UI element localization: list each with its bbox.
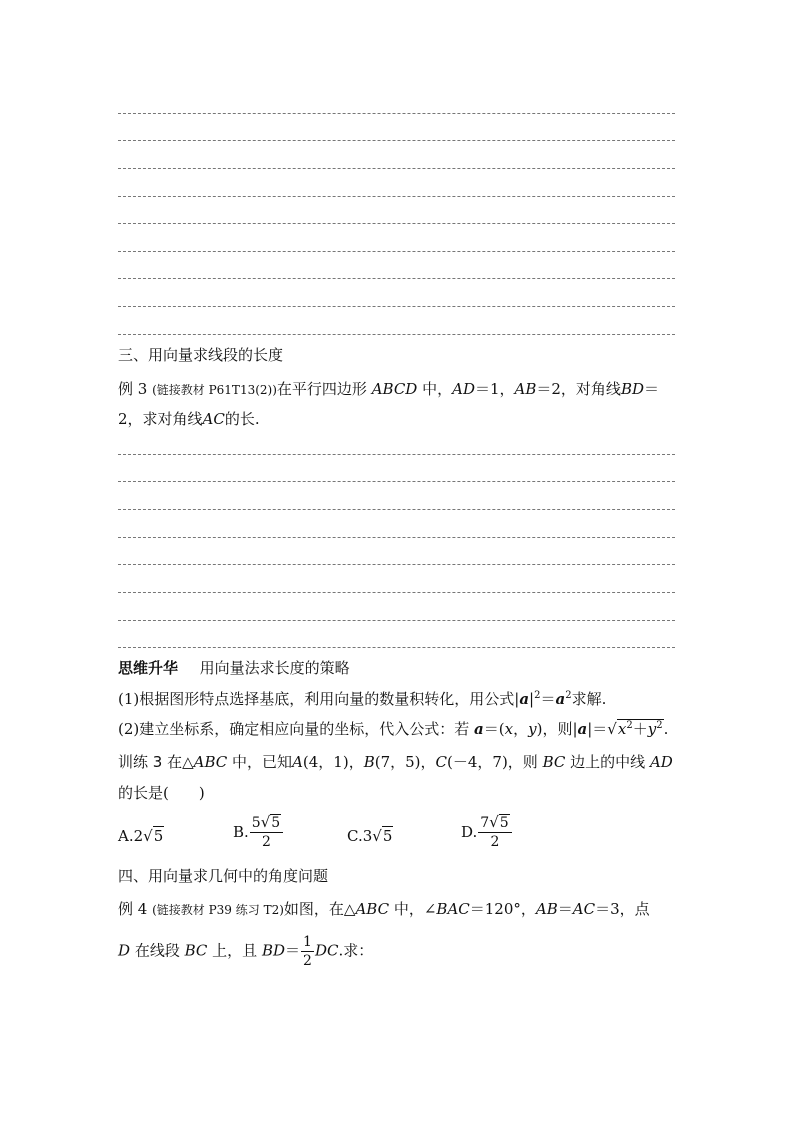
variable: AB xyxy=(514,380,537,398)
variable: BC xyxy=(542,753,566,771)
variable: AB xyxy=(535,900,558,918)
variable: BD xyxy=(620,380,644,398)
variable: BD xyxy=(261,941,286,960)
answer-line xyxy=(118,454,675,455)
answer-line xyxy=(118,334,675,335)
numerator: 1 xyxy=(303,934,312,950)
variable: A xyxy=(292,753,303,771)
summary-subtitle: 用向量法求长度的策略 xyxy=(199,659,350,677)
example-text: ＝ xyxy=(557,900,573,918)
example-4-line-1 xyxy=(118,899,650,920)
vector-symbol: a xyxy=(555,690,566,708)
example-text: ＝ xyxy=(644,380,660,398)
example-text: .求： xyxy=(338,941,374,960)
radicand: 5 xyxy=(153,827,164,845)
numerator-coefficient: 5 xyxy=(251,815,261,831)
example-4-line-2 xyxy=(118,935,373,968)
example-text: 上，且 xyxy=(212,941,258,960)
answer-line xyxy=(118,168,675,169)
fraction xyxy=(301,935,314,968)
fraction: $\frac{7√5}{2}$ xyxy=(478,815,511,849)
summary-text: . xyxy=(663,720,669,738)
answer-line xyxy=(118,113,675,114)
vector-symbol: a xyxy=(519,690,530,708)
answer-line xyxy=(118,223,675,224)
variable: x xyxy=(617,720,627,738)
variable: AC xyxy=(572,900,596,918)
exercise-text: (－4，7)，则 xyxy=(447,753,538,771)
example-text: ＝2，对角线 xyxy=(536,380,621,398)
example-label: 例 4 xyxy=(118,900,148,918)
variable: y xyxy=(528,720,537,738)
example-label: 例 3 xyxy=(118,380,148,398)
example-text: 2，求对角线 xyxy=(118,410,203,428)
fraction: $\frac{5√5}{2}$ xyxy=(250,815,283,849)
summary-text: ＋ xyxy=(632,720,648,738)
example-text: 中，∠ xyxy=(393,900,437,918)
sqrt-expression: $√x^2+y^2$ xyxy=(607,720,663,738)
exercise-text: 在△ xyxy=(167,753,194,771)
variable: ABC xyxy=(355,900,390,918)
exponent: 2 xyxy=(565,690,572,701)
variable: BAC xyxy=(436,900,470,918)
summary-text: ＝( xyxy=(483,720,505,738)
option-d[interactable] xyxy=(461,815,513,849)
summary-item-1 xyxy=(118,689,606,709)
summary-title-line xyxy=(118,658,350,678)
summary-text: (1)根据图形特点选择基底，利用向量的数量积转化，用公式| xyxy=(118,690,520,708)
exercise-text: 的长是( ) xyxy=(118,784,205,802)
variable: BC xyxy=(184,941,208,960)
section-heading xyxy=(118,866,328,886)
exercise-text: (4，1)， xyxy=(302,753,364,771)
variable: DC xyxy=(314,941,339,960)
example-text: 如图，在△ xyxy=(283,900,356,918)
variable: AD xyxy=(452,380,475,398)
answer-line xyxy=(118,278,675,279)
answer-line xyxy=(118,537,675,538)
variable: C xyxy=(435,753,448,771)
exercise-3-line-1 xyxy=(118,752,673,772)
exercise-3-line-2 xyxy=(118,783,205,803)
answer-line xyxy=(118,306,675,307)
example-text: ＝120°， xyxy=(469,900,536,918)
variable: B xyxy=(363,753,375,771)
summary-text: |＝ xyxy=(587,720,608,738)
sqrt-expression: √5 xyxy=(372,827,393,845)
summary-text: )，则| xyxy=(536,720,578,738)
vector-symbol: a xyxy=(474,720,484,738)
example-text: ＝ xyxy=(285,941,301,960)
summary-text: | xyxy=(529,690,535,708)
option-label: C.3 xyxy=(347,827,373,845)
denominator: 2 xyxy=(303,953,312,969)
exercise-text: 中，已知 xyxy=(232,753,293,771)
section-4-heading: 四、用向量求几何中的角度问题 xyxy=(118,867,329,885)
option-b[interactable] xyxy=(233,815,284,849)
option-c[interactable] xyxy=(347,826,393,846)
answer-line xyxy=(118,620,675,621)
radicand: 5 xyxy=(499,815,509,831)
variable: AD xyxy=(649,753,673,771)
answer-line xyxy=(118,647,675,648)
section-heading xyxy=(118,345,283,365)
sqrt-expression: √5 xyxy=(143,827,164,845)
answer-line xyxy=(118,140,675,141)
exercise-label: 训练 3 xyxy=(118,753,163,771)
answer-line xyxy=(118,509,675,510)
variable: AC xyxy=(202,410,225,428)
numerator-coefficient: 7 xyxy=(480,815,490,831)
exercise-text: 边上的中线 xyxy=(570,753,646,771)
exponent: 2 xyxy=(534,690,541,701)
answer-line xyxy=(118,564,675,565)
example-source: (链接教材 P61T13(2)) xyxy=(152,383,277,397)
denominator: 2 xyxy=(490,834,500,850)
option-label: B. xyxy=(233,823,249,841)
example-text: ＝3，点 xyxy=(595,900,650,918)
answer-line xyxy=(118,592,675,593)
summary-item-2 xyxy=(118,719,668,739)
summary-text: ， xyxy=(513,720,529,738)
variable: ABCD xyxy=(371,380,418,398)
answer-line xyxy=(118,481,675,482)
example-source: (链接教材 P39 练习 T2) xyxy=(152,903,284,917)
example-3-line-1 xyxy=(118,379,659,400)
answer-line xyxy=(118,196,675,197)
variable: D xyxy=(118,941,131,960)
exponent: 2 xyxy=(626,720,633,731)
denominator: 2 xyxy=(262,834,271,850)
option-a[interactable] xyxy=(118,826,164,846)
example-text: 中， xyxy=(422,380,453,398)
example-text: 在线段 xyxy=(134,941,180,960)
variable: y xyxy=(647,720,657,738)
option-label: D. xyxy=(461,823,478,841)
exponent: 2 xyxy=(656,720,663,731)
variable: x xyxy=(504,720,514,738)
radicand: 5 xyxy=(271,815,281,831)
example-text: 在平行四边形 xyxy=(276,380,367,398)
section-3-heading: 三、用向量求线段的长度 xyxy=(118,346,284,364)
answer-line xyxy=(118,251,675,252)
variable: ABC xyxy=(193,753,228,771)
summary-title: 思维升华 xyxy=(118,659,179,677)
example-text: ＝1， xyxy=(474,380,515,398)
summary-text: 求解. xyxy=(571,690,607,708)
radicand: 5 xyxy=(382,827,393,845)
example-3-line-2 xyxy=(118,409,260,429)
example-text: 的长. xyxy=(224,410,260,428)
vector-symbol: a xyxy=(577,720,588,738)
summary-text: ＝ xyxy=(540,690,556,708)
option-label: A.2 xyxy=(118,827,144,845)
summary-text: (2)建立坐标系，确定相应向量的坐标，代入公式：若 xyxy=(118,720,475,738)
exercise-text: (7，5)， xyxy=(374,753,436,771)
